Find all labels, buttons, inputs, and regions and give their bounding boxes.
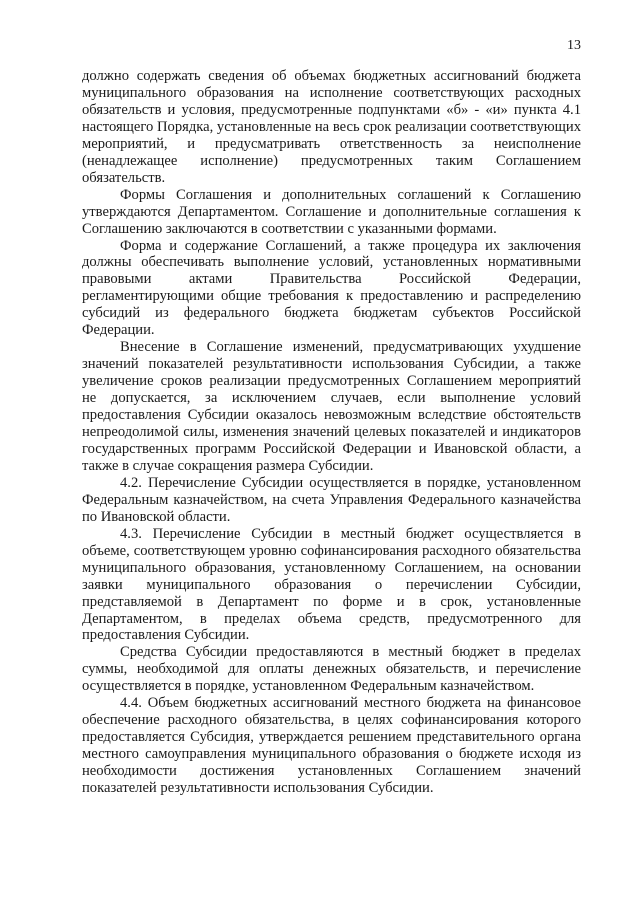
paragraph-4-3: 4.3. Перечисление Субсидии в местный бюджет осуществляется в объеме, соответствующем уровню софинансирования расходного обязательства муниципального образования, установленному Соглашением, на основании заявки муниципального образования о перечислении Субсидии, представляемой в Департамент по форме и в срок, установленные Департаментом, в пределах объема средств, предусмотренного для предоставления Субсидии. [82,525,581,644]
paragraph-continuation: должно содержать сведения об объемах бюджетных ассигнований бюджета муниципального образования на исполнение соответствующих расходных обязательств и условия, предусмотренные подпунктами «б» - «и» пункта 4.1 настоящего Порядка, установленные на весь срок реализации соответствующих мероприятий, и предусматривать ответственность за неисполнение (ненадлежащее исполнение) предусмотренных таким Соглашением обязательств. [82,68,581,186]
paragraph-4-4: 4.4. Объем бюджетных ассигнований местного бюджета на финансовое обеспечение расходного обязательства, в целях софинансирования которого предоставляется Субсидия, утверждается решением представительного органа местного самоуправления муниципального образования о бюджете исходя из необходимости достижения установленных Соглашением значений показателей результативности использования Субсидии. [82,695,581,797]
paragraph-agreement-content: Форма и содержание Соглашений, а также процедура их заключения должны обеспечивать выполнение условий, установленных нормативными правовыми актами Правительства Российской Федерации, регламентирующими общие требования к предоставлению и распределению субсидий из федерального бюджета бюджетам субъектов Российской Федерации. [82,237,581,339]
paragraph-subsidy-funds: Средства Субсидии предоставляются в местный бюджет в пределах суммы, необходимой для оплаты денежных обязательств, и перечисление осуществляется в порядке, установленном Федеральным казначейством. [82,644,581,695]
document-body [82,68,581,797]
paragraph-agreement-forms: Формы Соглашения и дополнительных соглашений к Соглашению утверждаются Департаментом. Соглашение и дополнительные соглашения к Соглашению заключаются в соответствии с указанными формами. [82,186,581,237]
paragraph-4-2: 4.2. Перечисление Субсидии осуществляется в порядке, установленном Федеральным казначейством, на счета Управления Федерального казначейства по Ивановской области. [82,474,581,525]
paragraph-agreement-changes: Внесение в Соглашение изменений, предусматривающих ухудшение значений показателей результативности использования Субсидии, а также увеличение сроков реализации предусмотренных Соглашением мероприятий не допускается, за исключением случаев, если выполнение условий предоставления Субсидии оказалось невозможным вследствие обстоятельств непреодолимой силы, изменения значений целевых показателей и индикаторов государственных программ Российской Федерации и Ивановской области, а также в случае сокращения размера Субсидии. [82,339,581,474]
page-number: 13 [567,38,581,53]
